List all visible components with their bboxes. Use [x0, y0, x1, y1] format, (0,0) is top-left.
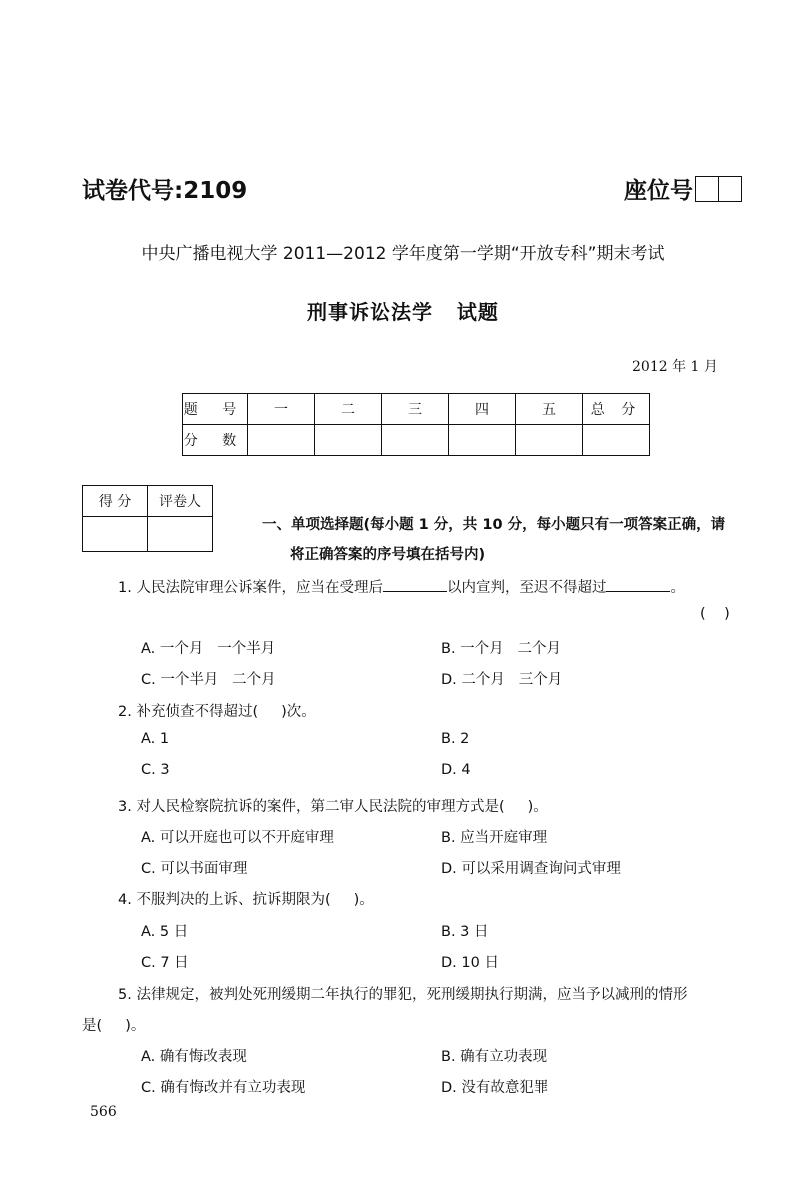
grader-input-cell[interactable]	[83, 517, 148, 552]
option[interactable]: D. 没有故意犯罪	[441, 1080, 549, 1096]
option[interactable]: A. 一个月 一个半月	[141, 641, 276, 657]
score-table-cell: 三	[382, 394, 449, 425]
grader-table	[82, 485, 213, 552]
score-input-cell[interactable]	[382, 425, 449, 456]
option[interactable]: A. 确有悔改表现	[141, 1049, 247, 1065]
score-table-cell: 一	[248, 394, 315, 425]
section-title-line: 将正确答案的序号填在括号内)	[290, 547, 486, 563]
score-input-cell[interactable]	[315, 425, 382, 456]
option[interactable]: C. 7 日	[141, 955, 189, 971]
option[interactable]: B. 一个月 二个月	[441, 641, 561, 657]
seat-label: 座位号	[624, 178, 693, 204]
grader-input-cell[interactable]	[148, 517, 213, 552]
option[interactable]: B. 确有立功表现	[441, 1049, 548, 1065]
score-table-cell: 分 数	[183, 425, 248, 456]
score-table-cell: 题 号	[183, 394, 248, 425]
option[interactable]: B. 3 日	[441, 924, 489, 940]
score-table-score-row	[183, 425, 650, 456]
question-text: 以内宣判，至迟不得超过	[446, 580, 607, 596]
option[interactable]: A. 1	[141, 731, 170, 747]
score-input-cell[interactable]	[449, 425, 516, 456]
section-title-line: 一、单项选择题(每小题 1 分，共 10 分，每小题只有一项答案正确，请	[262, 517, 726, 533]
option[interactable]: C. 确有悔改并有立功表现	[141, 1080, 306, 1096]
option[interactable]: A. 5 日	[141, 924, 189, 940]
question-1	[118, 576, 685, 597]
score-input-cell[interactable]	[583, 425, 650, 456]
grader-table-input-row	[83, 517, 213, 552]
question-2: 2. 补充侦查不得超过( )次。	[118, 704, 316, 720]
score-table-cell: 五	[516, 394, 583, 425]
score-input-cell[interactable]	[248, 425, 315, 456]
seat-boxes	[695, 176, 742, 202]
question-4: 4. 不服判决的上诉、抗诉期限为( )。	[118, 892, 374, 908]
exam-date: 2012 年 1 月	[632, 359, 718, 375]
seat-box[interactable]	[719, 176, 742, 202]
grader-table-header-row	[83, 486, 213, 517]
paper-code: 试卷代号:2109	[82, 178, 248, 204]
seat-number	[624, 172, 742, 205]
seat-box[interactable]	[695, 176, 719, 202]
score-table-header-row	[183, 394, 650, 425]
option[interactable]: D. 二个月 三个月	[441, 672, 563, 688]
option[interactable]: B. 2	[441, 731, 470, 747]
score-table-cell: 二	[315, 394, 382, 425]
score-input-cell[interactable]	[516, 425, 583, 456]
answer-blank[interactable]	[383, 577, 447, 593]
exam-header: 中央广播电视大学 2011—2012 学年度第一学期“开放专科”期末考试	[141, 244, 665, 264]
exam-title: 刑事诉讼法学 试题	[307, 300, 499, 324]
score-table	[182, 393, 650, 456]
question-text: 1. 人民法院审理公诉案件，应当在受理后	[118, 580, 383, 596]
section-title	[262, 510, 762, 570]
option[interactable]: A. 可以开庭也可以不开庭审理	[141, 830, 334, 846]
question-5: 5. 法律规定，被判处死刑缓期二年执行的罪犯，死刑缓期执行期满，应当予以减刑的情形	[118, 987, 688, 1003]
option[interactable]: D. 10 日	[441, 955, 499, 971]
option[interactable]: C. 可以书面审理	[141, 861, 248, 877]
option[interactable]: D. 4	[441, 762, 471, 778]
option[interactable]: B. 应当开庭审理	[441, 830, 548, 846]
option[interactable]: C. 3	[141, 762, 170, 778]
page-number: 566	[90, 1104, 117, 1120]
question-3: 3. 对人民检察院抗诉的案件，第二审人民法院的审理方式是( )。	[118, 799, 548, 815]
answer-blank[interactable]	[606, 577, 670, 593]
grader-table-cell: 评卷人	[148, 486, 213, 517]
question-5-continued: 是( )。	[82, 1018, 146, 1034]
option[interactable]: C. 一个半月 二个月	[141, 672, 276, 688]
score-table-cell: 四	[449, 394, 516, 425]
option[interactable]: D. 可以采用调查询问式审理	[441, 861, 621, 877]
score-table-cell: 总 分	[583, 394, 650, 425]
grader-table-cell: 得 分	[83, 486, 148, 517]
question-text: 。	[670, 580, 685, 596]
answer-paren[interactable]: ( )	[700, 606, 730, 622]
